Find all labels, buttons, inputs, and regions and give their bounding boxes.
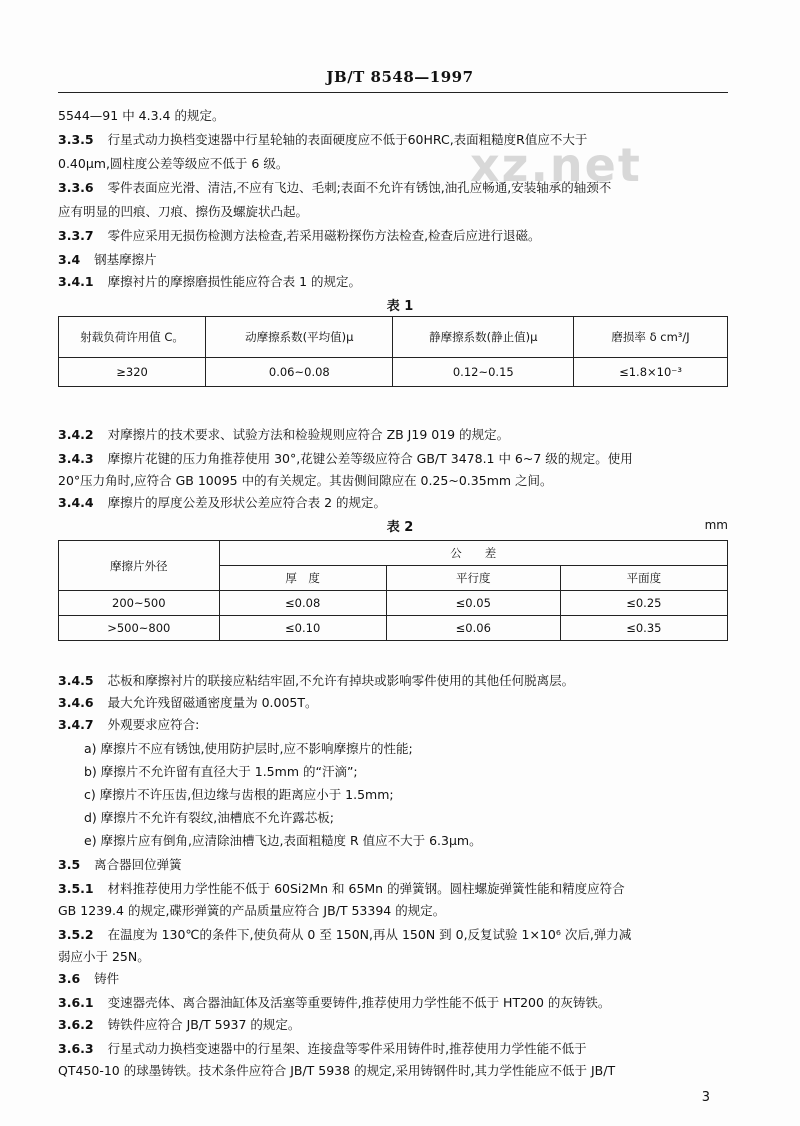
page-header: JB/T 8548—1997 <box>326 68 474 86</box>
clause-3-3-5 <box>58 131 728 149</box>
paragraph-line: QT450-10 的球墨铸铁。技术条件应符合 JB/T 5938 的规定,采用铸钢件时,其力学性能应不低于 JB/T <box>58 1063 616 1078</box>
clause-text: 芯板和摩擦衬片的联接应粘结牢固,不允许有掉块或影响零件使用的其他任何脱离层。 <box>107 673 575 688</box>
table-cell: ≤0.05 <box>386 591 560 616</box>
clause-number: 3.6.2 <box>58 1017 94 1032</box>
clause-number: 3.5.1 <box>58 881 94 896</box>
clause-3-6-2 <box>58 1016 728 1034</box>
section-title: 铸件 <box>94 971 120 986</box>
table-cell: ≤1.8×10⁻³ <box>574 358 728 387</box>
clause-3-4-7 <box>58 716 728 734</box>
table-header-cell: 摩擦片外径 <box>59 541 220 591</box>
clause-number: 3.3.6 <box>58 180 94 195</box>
table-cell: 0.06~0.08 <box>206 358 393 387</box>
clause-3-4-4 <box>58 494 728 512</box>
clause-text: 对摩擦片的技术要求、试验方法和检验规则应符合 ZB J19 019 的规定。 <box>107 427 510 442</box>
paragraph-line: GB 1239.4 的规定,碟形弹簧的产品质量应符合 JB/T 53394 的规定。 <box>58 903 446 918</box>
clause-number: 3.4.2 <box>58 427 94 442</box>
paragraph-line: 20°压力角时,应符合 GB 10095 中的有关规定。其齿侧间隙应在 0.25~0.35mm 之间。 <box>58 473 553 488</box>
table-cell: ≤0.10 <box>219 616 386 641</box>
paragraph-line: 弱应小于 25N。 <box>58 949 150 964</box>
clause-number: 3.4.3 <box>58 451 94 466</box>
table-cell: ≤0.25 <box>560 591 727 616</box>
clause-3-3-7 <box>58 227 728 245</box>
table-cell: ≤0.06 <box>386 616 560 641</box>
clause-3-3-6 <box>58 179 728 197</box>
clause-text: 铸铁件应符合 JB/T 5937 的规定。 <box>107 1017 301 1032</box>
list-item: d) 摩擦片不允许有裂纹,油槽底不允许露芯板; <box>84 810 334 825</box>
clause-text: 零件表面应光滑、清洁,不应有飞边、毛刺;表面不允许有锈蚀,油孔应畅通,安装轴承的轴颈不 <box>107 180 612 195</box>
clause-3-5-2 <box>58 926 728 944</box>
table-header-cell: 平行度 <box>386 566 560 591</box>
clause-number: 3.6.3 <box>58 1041 94 1056</box>
clause-text: 行星式动力换档变速器中行星轮轴的表面硬度应不低于60HRC,表面粗糙度R值应不大于 <box>107 132 588 147</box>
clause-text: 外观要求应符合: <box>107 717 200 732</box>
clause-number: 3.4.7 <box>58 717 94 732</box>
clause-number: 3.4.4 <box>58 495 94 510</box>
clause-number: 3.4.1 <box>58 274 94 289</box>
table-header-cell: 厚 度 <box>219 566 386 591</box>
list-item: c) 摩擦片不许压齿,但边缘与齿根的距离应小于 1.5mm; <box>84 787 394 802</box>
table2-caption: 表 2 <box>386 520 414 535</box>
header-rule <box>58 92 728 93</box>
table-cell: ≤0.35 <box>560 616 727 641</box>
table-header-cell: 磨损率 δ cm³/J <box>574 317 728 358</box>
clause-text: 材料推荐使用力学性能不低于 60Si2Mn 和 65Mn 的弹簧钢。圆柱螺旋弹簧性能和精度应符合 <box>107 881 625 896</box>
paragraph-line: 应有明显的凹痕、刀痕、擦伤及螺旋状凸起。 <box>58 204 309 219</box>
section-title: 离合器回位弹簧 <box>94 857 182 872</box>
clause-3-4-2 <box>58 426 728 444</box>
clause-text: 摩擦片花键的压力角推荐使用 30°,花键公差等级应符合 GB/T 3478.1 中 6~7 级的规定。使用 <box>107 451 633 466</box>
clause-text: 摩擦衬片的摩擦磨损性能应符合表 1 的规定。 <box>107 274 361 289</box>
paragraph-line: 0.40μm,圆柱度公差等级应不低于 6 级。 <box>58 156 289 171</box>
section-title: 钢基摩擦片 <box>94 252 157 267</box>
section-3-6-heading <box>58 970 728 988</box>
list-item: a) 摩擦片不应有锈蚀,使用防护层时,应不影响摩擦片的性能; <box>84 741 413 756</box>
clause-3-4-6 <box>58 694 728 712</box>
table-header-cell: 平面度 <box>560 566 727 591</box>
section-3-4-heading <box>58 251 728 269</box>
clause-number: 3.5.2 <box>58 927 94 942</box>
table2-unit: mm <box>704 518 728 532</box>
table-cell: ≤0.08 <box>219 591 386 616</box>
table1-caption: 表 1 <box>386 299 414 314</box>
table-1 <box>58 316 728 387</box>
clause-text: 摩擦片的厚度公差及形状公差应符合表 2 的规定。 <box>107 495 386 510</box>
page-number: 3 <box>701 1090 710 1105</box>
section-number: 3.5 <box>58 857 81 872</box>
table-cell: 200~500 <box>59 591 220 616</box>
section-number: 3.4 <box>58 252 81 267</box>
clause-number: 3.3.7 <box>58 228 94 243</box>
clause-text: 最大允许残留磁通密度量为 0.005T。 <box>107 695 318 710</box>
clause-3-5-1 <box>58 880 728 898</box>
table-cell: >500~800 <box>59 616 220 641</box>
clause-3-4-1 <box>58 273 728 291</box>
watermark: xz.net <box>470 138 642 192</box>
section-3-5-heading <box>58 856 728 874</box>
clause-number: 3.4.6 <box>58 695 94 710</box>
table-2 <box>58 540 728 641</box>
clause-3-6-3 <box>58 1040 728 1058</box>
table-cell: 0.12~0.15 <box>393 358 574 387</box>
clause-number: 3.3.5 <box>58 132 94 147</box>
clause-3-4-3 <box>58 450 728 468</box>
paragraph-line: 5544—91 中 4.3.4 的规定。 <box>58 108 225 123</box>
clause-text: 变速器壳体、离合器油缸体及活塞等重要铸件,推荐使用力学性能不低于 HT200 的灰铸铁。 <box>107 995 611 1010</box>
table-header-cell: 动摩擦系数(平均值)μ <box>206 317 393 358</box>
clause-text: 零件应采用无损伤检测方法检查,若采用磁粉探伤方法检查,检查后应进行退磁。 <box>107 228 541 243</box>
table-header-cell: 静摩擦系数(静止值)μ <box>393 317 574 358</box>
clause-text: 在温度为 130℃的条件下,使负荷从 0 至 150N,再从 150N 到 0,反复试验 1×10⁶ 次后,弹力减 <box>107 927 632 942</box>
list-item: b) 摩擦片不允许留有直径大于 1.5mm 的“汗滴”; <box>84 764 358 779</box>
table-cell: ≥320 <box>59 358 206 387</box>
table-header-cell: 公 差 <box>219 541 727 566</box>
clause-text: 行星式动力换档变速器中的行星架、连接盘等零件采用铸件时,推荐使用力学性能不低于 <box>107 1041 587 1056</box>
list-item: e) 摩擦片应有倒角,应清除油槽飞边,表面粗糙度 R 值应不大于 6.3μm。 <box>84 833 482 848</box>
clause-number: 3.4.5 <box>58 673 94 688</box>
section-number: 3.6 <box>58 971 81 986</box>
table-header-cell: 射载负荷许用值 C。 <box>59 317 206 358</box>
clause-number: 3.6.1 <box>58 995 94 1010</box>
clause-3-6-1 <box>58 994 728 1012</box>
clause-3-4-5 <box>58 672 728 690</box>
